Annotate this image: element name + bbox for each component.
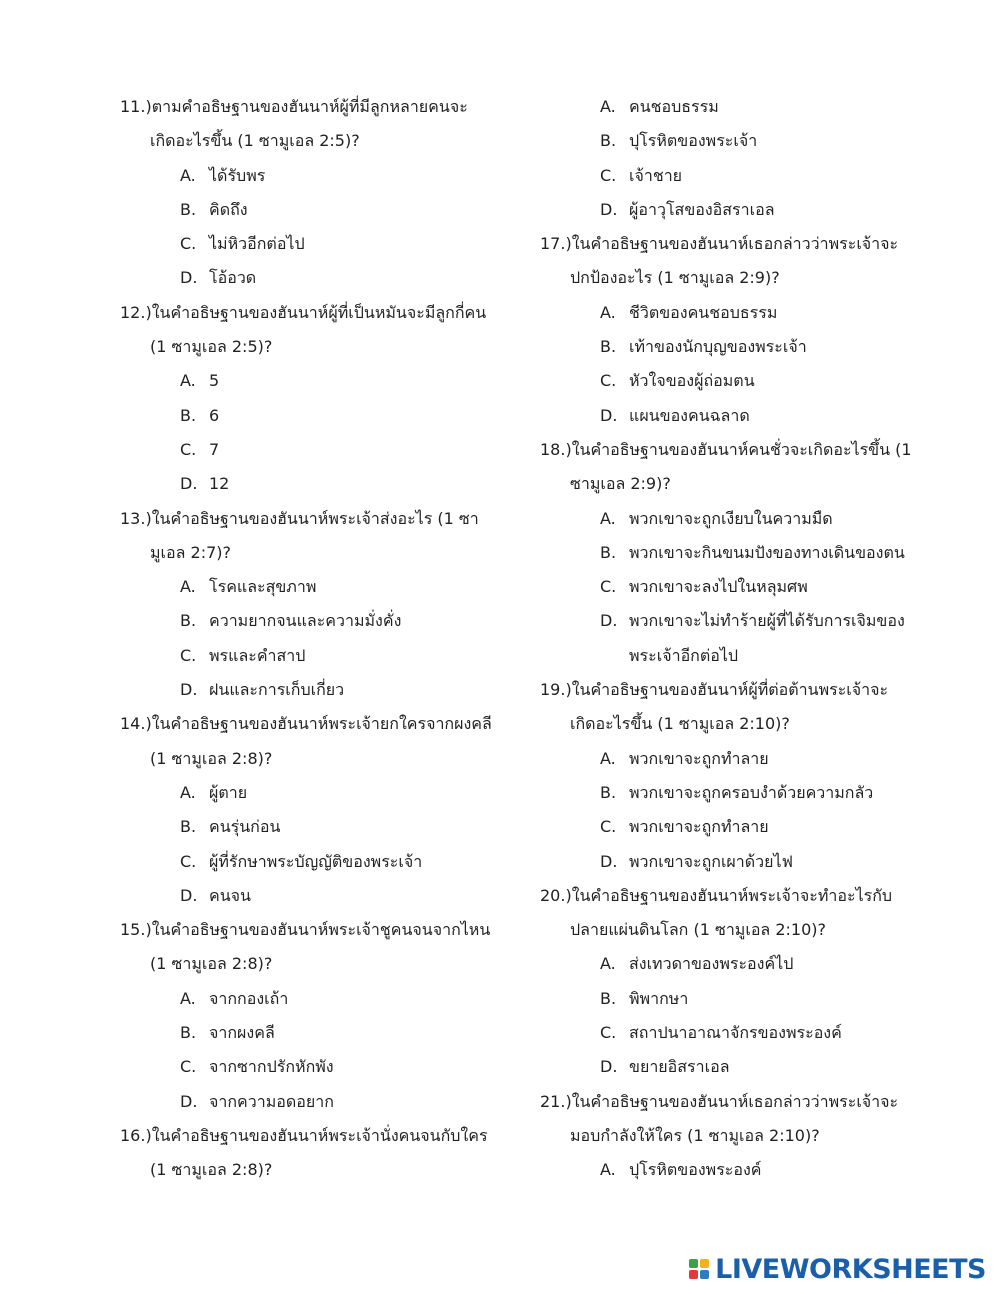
logo-square <box>700 1259 709 1268</box>
option-text: 12 <box>209 474 230 494</box>
option-letter: D. <box>600 1057 618 1077</box>
option-letter: A. <box>180 577 196 597</box>
option-letter: B. <box>180 817 197 837</box>
option-text: จากผงคลี <box>209 1023 275 1043</box>
option-text: พวกเขาจะถูกเงียบในความมืด <box>629 508 833 528</box>
answer-option <box>120 227 500 261</box>
option-letter: B. <box>600 782 617 802</box>
question-text-continued: เกิดอะไรขึ้น (1 ซามูเอล 2:5)? <box>150 131 360 151</box>
answer-option <box>540 570 920 604</box>
answer-option <box>540 502 920 536</box>
answer-option <box>120 810 500 844</box>
option-letter: C. <box>600 165 617 185</box>
answer-option <box>540 742 920 776</box>
option-text: จากซากปรักหักพัง <box>209 1057 334 1077</box>
answer-option <box>540 776 920 810</box>
answer-option <box>540 1153 920 1187</box>
option-text: ได้รับพร <box>209 165 266 185</box>
option-letter: D. <box>180 680 198 700</box>
option-letter: B. <box>180 405 197 425</box>
answer-option <box>120 639 500 673</box>
option-letter: C. <box>180 851 197 871</box>
option-letter: D. <box>600 611 618 631</box>
answer-option <box>540 364 920 398</box>
option-letter: C. <box>180 234 197 254</box>
logo-square <box>700 1270 709 1279</box>
answer-option <box>540 845 920 879</box>
question-text-continued: มูเอล 2:7)? <box>150 542 231 562</box>
answer-option <box>120 1016 500 1050</box>
answer-option <box>540 947 920 981</box>
option-letter: A. <box>180 165 196 185</box>
answer-option <box>120 776 500 810</box>
option-letter: A. <box>600 954 616 974</box>
option-text: 7 <box>209 439 220 459</box>
answer-option <box>120 1085 500 1119</box>
question-text: 12.)ในคำอธิษฐานของฮันนาห์ผู้ที่เป็นหมันจะมีลูกกี่คน <box>120 302 487 322</box>
question-text: 21.)ในคำอธิษฐานของฮันนาห์เธอกล่าวว่าพระเจ้าจะ <box>540 1091 899 1111</box>
option-text: โอ้อวด <box>209 268 257 288</box>
question-text-continued: (1 ซามูเอล 2:5)? <box>150 337 273 357</box>
option-letter: A. <box>600 97 616 116</box>
option-text: หัวใจของผู้ถ่อมตน <box>629 371 755 391</box>
question-text-continued: (1 ซามูเอล 2:8)? <box>150 1160 273 1180</box>
option-text: พวกเขาจะถูกเผาด้วยไฟ <box>629 851 793 871</box>
question-text-continued: (1 ซามูเอล 2:8)? <box>150 954 273 974</box>
answer-option <box>540 90 920 124</box>
option-letter: C. <box>180 439 197 459</box>
option-text: พวกเขาจะถูกครอบงำด้วยความกลัว <box>629 782 874 802</box>
option-text: จากความอดอยาก <box>209 1091 334 1111</box>
option-text: ส่งเทวดาของพระองค์ไป <box>629 954 794 974</box>
option-text-continued: พระเจ้าอีกต่อไป <box>629 645 739 665</box>
option-letter: A. <box>180 782 196 802</box>
option-letter: A. <box>600 302 616 322</box>
option-text: ชีวิตของคนชอบธรรม <box>629 302 778 322</box>
answer-option <box>540 982 920 1016</box>
answer-option <box>120 845 500 879</box>
option-letter: C. <box>600 577 617 597</box>
option-letter: D. <box>600 851 618 871</box>
answer-option <box>540 1016 920 1050</box>
option-text: จากกองเถ้า <box>209 988 289 1008</box>
option-letter: B. <box>180 1023 197 1043</box>
option-letter: A. <box>600 748 616 768</box>
answer-option <box>540 1050 920 1084</box>
option-text: พวกเขาจะถูกทำลาย <box>629 748 769 768</box>
logo-square <box>689 1259 698 1268</box>
option-text: พรและคำสาป <box>209 645 306 665</box>
question-text-continued: ปกป้องอะไร (1 ซามูเอล 2:9)? <box>570 268 780 288</box>
option-text: โรคและสุขภาพ <box>209 577 317 597</box>
answer-option <box>120 879 500 913</box>
liveworksheets-brand <box>689 1254 986 1284</box>
option-text: เท้าของนักบุญของพระเจ้า <box>629 337 807 357</box>
liveworksheets-logo-icon <box>689 1259 709 1279</box>
question-text: 16.)ในคำอธิษฐานของฮันนาห์พระเจ้านั่งคนจนกับใคร <box>120 1125 488 1145</box>
question-text: 19.)ในคำอธิษฐานของฮันนาห์ผู้ที่ต่อต้านพระเจ้าจะ <box>540 680 889 700</box>
answer-option <box>120 261 500 295</box>
option-text: พวกเขาจะไม่ทำร้ายผู้ที่ได้รับการเจิมของ <box>629 611 905 631</box>
option-text: คนรุ่นก่อน <box>209 817 281 837</box>
answer-option <box>120 570 500 604</box>
option-letter: D. <box>180 1091 198 1111</box>
option-text: คิดถึง <box>209 199 248 219</box>
question-text-continued: (1 ซามูเอล 2:8)? <box>150 748 273 768</box>
question-text-continued: เกิดอะไรขึ้น (1 ซามูเอล 2:10)? <box>570 714 790 734</box>
logo-square <box>689 1270 698 1279</box>
option-text: คนชอบธรรม <box>629 97 719 116</box>
question-text: 20.)ในคำอธิษฐานของฮันนาห์พระเจ้าจะทำอะไรกับ <box>540 885 893 905</box>
option-text: สถาปนาอาณาจักรของพระองค์ <box>629 1023 842 1043</box>
answer-option <box>120 364 500 398</box>
option-text: 5 <box>209 371 220 391</box>
option-letter: C. <box>180 1057 197 1077</box>
answer-option <box>120 673 500 707</box>
option-text: แผนของคนฉลาด <box>629 405 750 425</box>
option-text: พวกเขาจะลงไปในหลุมศพ <box>629 577 808 597</box>
option-letter: B. <box>180 611 197 631</box>
option-text: พวกเขาจะถูกทำลาย <box>629 817 769 837</box>
answer-option <box>540 124 920 158</box>
option-text: เจ้าชาย <box>629 165 683 185</box>
answer-option <box>540 159 920 193</box>
question-text-continued: มอบกำลังให้ใคร (1 ซามูเอล 2:10)? <box>570 1125 820 1145</box>
answer-option <box>540 810 920 844</box>
option-letter: B. <box>600 131 617 151</box>
question-text: 18.)ในคำอธิษฐานของฮันนาห์คนชั่วจะเกิดอะไรขึ้น (1 <box>540 439 912 459</box>
right-column <box>540 90 920 1188</box>
option-text: พวกเขาจะกินขนมปังของทางเดินของตน <box>629 542 905 562</box>
answer-option <box>120 1050 500 1084</box>
option-letter: D. <box>600 199 618 219</box>
answer-option <box>540 399 920 433</box>
question-text: 11.)ตามคำอธิษฐานของฮันนาห์ผู้ที่มีลูกหลายคนจะ <box>120 97 468 116</box>
option-letter: D. <box>180 885 198 905</box>
question-text: 14.)ในคำอธิษฐานของฮันนาห์พระเจ้ายกใครจากผงคลี <box>120 714 492 734</box>
option-text: คนจน <box>209 885 251 905</box>
brand-text: LIVEWORKSHEETS <box>715 1253 986 1285</box>
option-letter: B. <box>600 542 617 562</box>
option-letter: A. <box>600 1160 616 1180</box>
option-letter: A. <box>600 508 616 528</box>
option-text: ขยายอิสราเอล <box>629 1057 730 1077</box>
option-text: ความยากจนและความมั่งคั่ง <box>209 611 402 631</box>
answer-option <box>120 467 500 501</box>
answer-option <box>540 330 920 364</box>
option-letter: A. <box>180 371 196 391</box>
option-text: ปุโรหิตของพระองค์ <box>629 1160 762 1180</box>
answer-option <box>540 193 920 227</box>
option-letter: D. <box>180 474 198 494</box>
question-text-continued: ซามูเอล 2:9)? <box>570 474 671 494</box>
option-letter: B. <box>600 337 617 357</box>
answer-option <box>120 604 500 638</box>
option-letter: C. <box>180 645 197 665</box>
answer-option <box>120 193 500 227</box>
answer-option <box>120 982 500 1016</box>
option-text: พิพากษา <box>629 988 689 1008</box>
answer-option <box>120 159 500 193</box>
option-letter: B. <box>180 199 197 219</box>
left-column <box>120 90 500 1188</box>
answer-option <box>540 296 920 330</box>
answer-option <box>120 399 500 433</box>
option-letter: D. <box>600 405 618 425</box>
option-letter: C. <box>600 371 617 391</box>
option-text: 6 <box>209 405 220 425</box>
answer-option <box>540 536 920 570</box>
question-text: 15.)ในคำอธิษฐานของฮันนาห์พระเจ้าชูคนจนจากไหน <box>120 920 491 940</box>
answer-option <box>540 604 920 638</box>
option-text: ผู้อาวุโสของอิสราเอล <box>629 199 775 219</box>
question-text: 17.)ในคำอธิษฐานของฮันนาห์เธอกล่าวว่าพระเจ้าจะ <box>540 234 899 254</box>
answer-option <box>120 433 500 467</box>
option-text: ไม่หิวอีกต่อไป <box>209 234 305 254</box>
option-letter: D. <box>180 268 198 288</box>
option-letter: C. <box>600 817 617 837</box>
option-text: ฝนและการเก็บเกี่ยว <box>209 680 345 700</box>
question-text: 13.)ในคำอธิษฐานของฮันนาห์พระเจ้าส่งอะไร (1 ซา <box>120 508 479 528</box>
option-letter: A. <box>180 988 196 1008</box>
option-text: ปุโรหิตของพระเจ้า <box>629 131 758 151</box>
option-letter: C. <box>600 1023 617 1043</box>
option-letter: B. <box>600 988 617 1008</box>
option-text: ผู้ที่รักษาพระบัญญัติของพระเจ้า <box>209 851 423 871</box>
question-text-continued: ปลายแผ่นดินโลก (1 ซามูเอล 2:10)? <box>570 920 826 940</box>
option-text: ผู้ตาย <box>209 782 248 802</box>
